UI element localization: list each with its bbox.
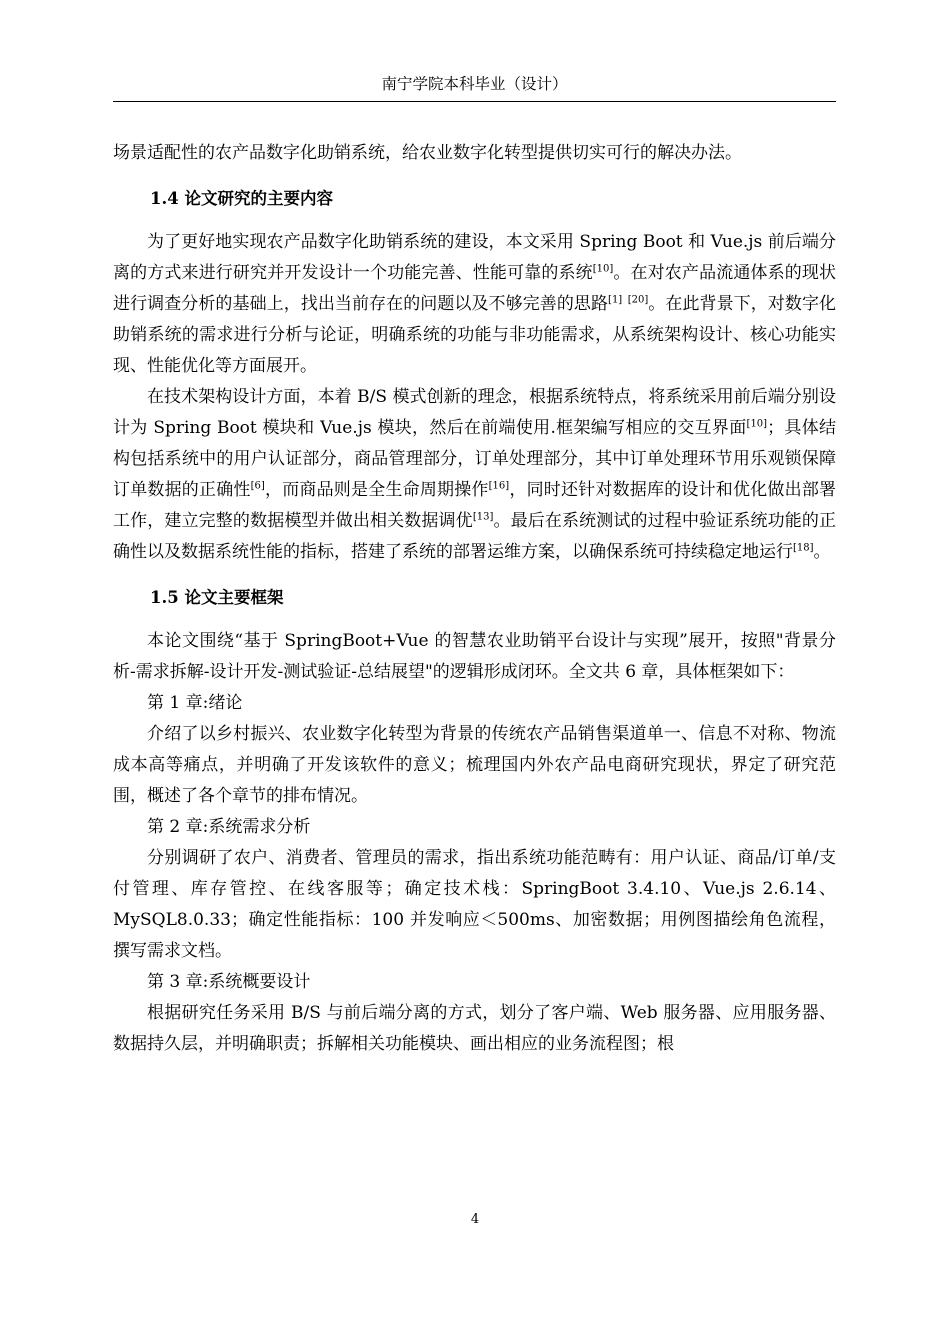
chapter-description: 分别调研了农户、消费者、管理员的需求，指出系统功能范畴有：用户认证、商品/订单/支付管理、库存管控、在线客服等；确定技术栈：SpringBoot 3.4.10、Vue.js 2.6.14、MySQL8.0.33；确定性能指标：100 并发响应＜500ms、加密数据；用例图描绘角色流程，撰写需求文档。 (113, 848, 836, 961)
text-run: 在技术架构设计方面，本着 B/S 模式创新的理念，根据系统特点，将系统采用前后端分别设计为 Spring Boot 模块和 Vue.js 模块，然后在前端使用.框架编写相应的交互界面 (113, 387, 836, 438)
citation: [10] (746, 418, 768, 430)
paragraph-research-content (113, 227, 836, 382)
chapter-description: 介绍了以乡村振兴、农业数字化转型为背景的传统农产品销售渠道单一、信息不对称、物流成本高等痛点，并明确了开发该软件的意义；梳理国内外农产品电商研究现状，界定了研究范围，概述了各个章节的排布情况。 (113, 724, 836, 806)
citation: [10] (592, 263, 614, 275)
paragraph-continued: 场景适配性的农产品数字化助销系统，给农业数字化转型提供切实可行的解决办法。 (113, 143, 742, 163)
text-run: 。在对农产品流通体系的现状进行调查分析的基础上，找出当前存在的问题以及不够完善的思路 (113, 263, 836, 314)
section-heading-1-4: 1.4 论文研究的主要内容 (150, 189, 333, 208)
text-run: 。最后在系统测试的过程中验证系统功能的正确性以及数据系统性能的指标，搭建了系统的部署运维方案，以确保系统可持续稳定地运行 (113, 511, 837, 562)
chapter-title: 第 3 章:系统概要设计 (147, 972, 311, 992)
text-run: 。 (813, 542, 831, 562)
citation: [6] (250, 480, 265, 492)
text-run: 。在此背景下，对数字化助销系统的需求进行分析与论证，明确系统的功能与非功能需求，从系统架构设计、核心功能实现、性能优化等方面展开。 (113, 294, 837, 376)
citation: [1] (608, 294, 623, 306)
citation: [16] (488, 480, 510, 492)
page-number: 4 (470, 1212, 480, 1227)
text-run: 为了更好地实现农产品数字化助销系统的建设，本文采用 Spring Boot 和 Vue.js 前后端分离的方式来进行研究并开发设计一个功能完善、性能可靠的系统 (113, 232, 836, 283)
text-run: ，而商品则是全生命周期操作 (264, 480, 489, 500)
citation: [13] (472, 511, 494, 523)
header-rule (113, 101, 836, 102)
chapter-title: 第 1 章:绪论 (147, 693, 243, 713)
section-heading-1-5: 1.5 论文主要框架 (150, 588, 284, 607)
citation: [18] (793, 542, 814, 554)
paragraph-framework-intro: 本论文围绕“基于 SpringBoot+Vue 的智慧农业助销平台设计与实现”展开，按照"背景分析-需求拆解-设计开发-测试验证-总结展望"的逻辑形成闭环。全文共 6 章，具体框架如下： (113, 631, 836, 682)
chapter-description: 根据研究任务采用 B/S 与前后端分离的方式，划分了客户端、Web 服务器、应用服务器、数据持久层，并明确职责；拆解相关功能模块、画出相应的业务流程图；根 (113, 1003, 836, 1054)
paragraph-architecture (113, 382, 836, 568)
page-header: 南宁学院本科毕业（设计） (381, 75, 568, 93)
page-body (113, 138, 836, 1060)
chapter-title: 第 2 章:系统需求分析 (147, 817, 311, 837)
citation: [20] (627, 294, 649, 306)
text-run: ；具体结构包括系统中的用户认证部分，商品管理部分，订单处理部分，其中订单处理环节用乐观锁保障订单数据的正确性 (113, 418, 836, 500)
text-run: ，同时还针对数据库的设计和优化做出部署工作，建立完整的数据模型并做出相关数据调优 (113, 480, 837, 531)
